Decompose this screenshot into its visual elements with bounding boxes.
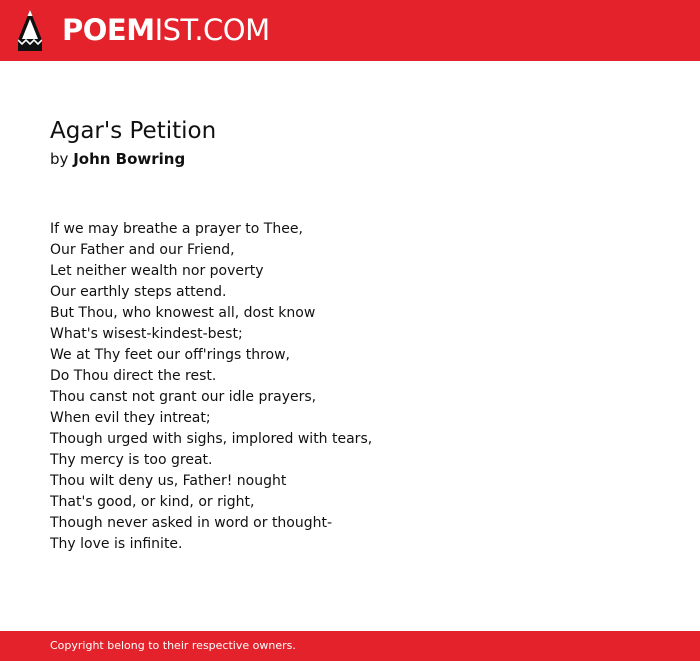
poem-line: Though never asked in word or thought-: [50, 515, 333, 531]
poem-title: Agar's Petition: [50, 118, 217, 144]
site-header: [0, 0, 700, 61]
brand-light-text: IST.COM: [154, 13, 270, 47]
copyright-notice: Copyright belong to their respective owners.: [50, 639, 296, 652]
poem-line: When evil they intreat;: [50, 410, 211, 426]
poem-line: Our earthly steps attend.: [50, 284, 227, 300]
poem-line: What's wisest-kindest-best;: [50, 326, 243, 342]
poem-line: Thou canst not grant our idle prayers,: [50, 389, 317, 405]
poem-line: If we may breathe a prayer to Thee,: [50, 221, 303, 237]
poem-line: But Thou, who knowest all, dost know: [50, 305, 316, 321]
poem-line: We at Thy feet our off'rings throw,: [50, 347, 290, 363]
pencil-tip-icon[interactable]: [18, 10, 42, 51]
poem-line: Let neither wealth nor poverty: [50, 263, 264, 279]
poem-line: Thy mercy is too great.: [50, 452, 213, 468]
poem-body: [50, 219, 650, 555]
poem-byline: [50, 148, 185, 170]
site-footer: [0, 631, 700, 661]
poem-line: Thy love is infinite.: [50, 536, 183, 552]
poem-line: Do Thou direct the rest.: [50, 368, 217, 384]
poem-line: Our Father and our Friend,: [50, 242, 235, 258]
poem-line: Though urged with sighs, implored with tears,: [50, 431, 373, 447]
by-label: by: [50, 150, 69, 168]
poem-line: Thou wilt deny us, Father! nought: [50, 473, 287, 489]
brand-bold-text: POEM: [62, 13, 155, 47]
poem-line: That's good, or kind, or right,: [50, 494, 255, 510]
site-logo-wordmark[interactable]: [62, 12, 270, 48]
poem-author: John Bowring: [73, 150, 186, 168]
